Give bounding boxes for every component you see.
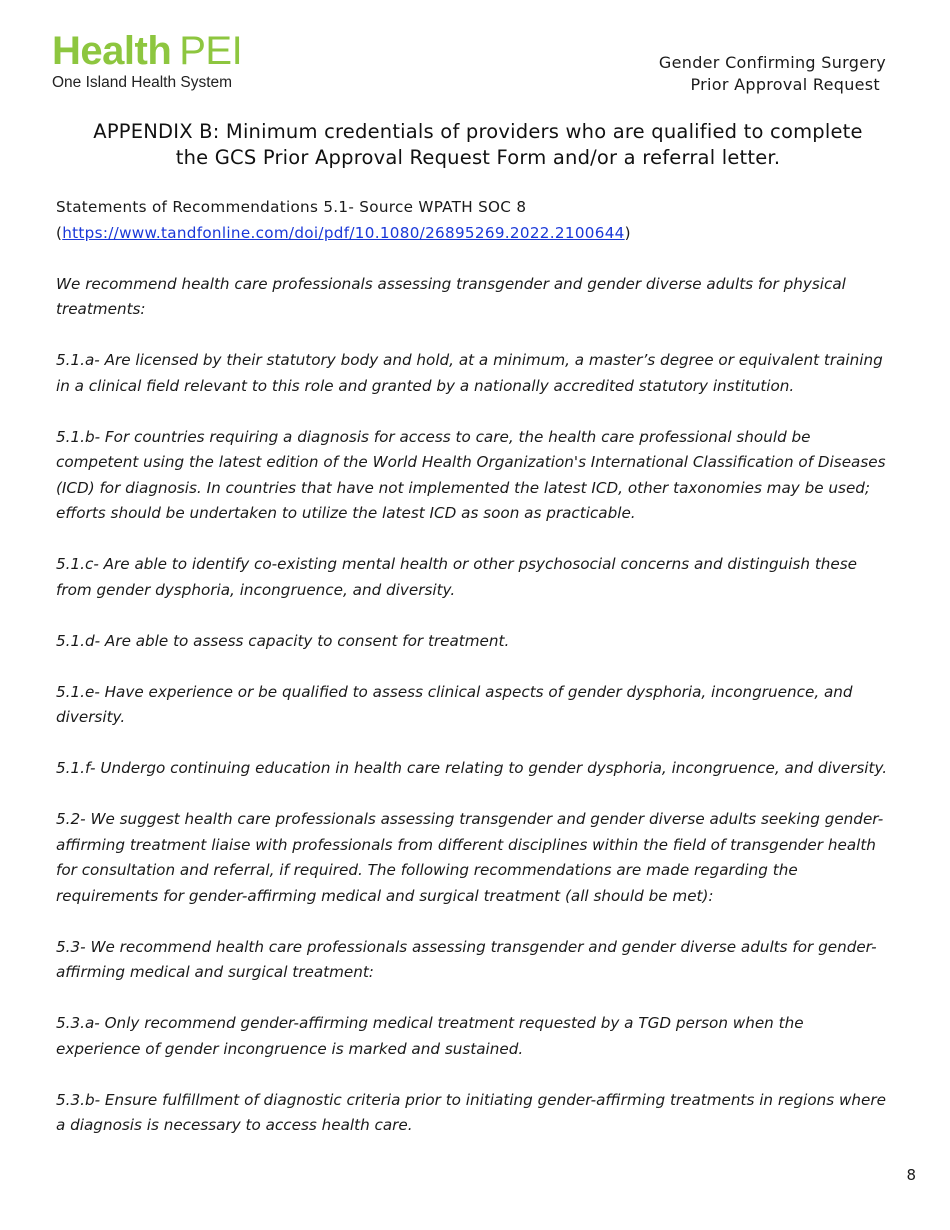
appendix-title-line-2: the GCS Prior Approval Request Form and/or a referral letter. — [175, 146, 781, 169]
source-statement — [56, 195, 891, 246]
logo-wordmark — [52, 30, 312, 72]
document-body — [56, 195, 891, 1139]
recommendation-5-2: 5.2- We suggest health care professionals assessing transgender and gender diverse adults seeking gender-affirming treatment liaise with professionals from different disciplines within the field of transgender health for consultation and referral, if required. The following recommendations are made regarding the requirements for gender-affirming medical and surgical treatment (all should be met): — [56, 810, 884, 905]
source-link-line — [56, 221, 891, 247]
appendix-title — [60, 119, 896, 171]
health-pei-logo — [52, 30, 312, 92]
recommendation-intro: We recommend health care professionals assessing transgender and gender diverse adults for physical treatments: — [56, 274, 846, 318]
recommendation-5-3-a: 5.3.a- Only recommend gender-affirming medical treatment requested by a TGD person when the experience of gender incongruence is marked and sustained. — [56, 1014, 804, 1058]
recommendation-5-1-f: 5.1.f- Undergo continuing education in health care relating to gender dysphoria, incongruence, and diversity. — [56, 759, 888, 777]
appendix-title-line-1: APPENDIX B: Minimum credentials of providers who are qualified to complete — [93, 120, 863, 143]
recommendation-5-3: 5.3- We recommend health care professionals assessing transgender and gender diverse adults for gender-affirming medical and surgical treatment: — [56, 937, 877, 981]
page-number: 8 — [906, 1166, 916, 1184]
logo-tagline: One Island Health System — [52, 74, 233, 91]
header-line-2: Prior Approval Request — [690, 75, 880, 94]
source-label: Statements of Recommendations 5.1- Source WPATH SOC 8 — [56, 198, 527, 216]
recommendation-5-3-b: 5.3.b- Ensure fulfillment of diagnostic criteria prior to initiating gender-affirming treatments in regions where a diagnosis is necessary to access health care. — [56, 1090, 886, 1134]
recommendation-5-1-b: 5.1.b- For countries requiring a diagnosis for access to care, the health care professional should be competent using the latest edition of the World Health Organization's International Classification of Diseases (ICD) for diagnosis. In countries that have not implemented the latest ICD, other taxonomies may be used; efforts should be undertaken to utilize the latest ICD as soon as practicable. — [56, 427, 886, 522]
recommendation-5-1-e: 5.1.e- Have experience or be qualified to assess clinical aspects of gender dysphoria, incongruence, and diversity. — [56, 682, 853, 726]
header-line-1: Gender Confirming Surgery — [658, 53, 886, 72]
recommendation-5-1-d: 5.1.d- Are able to assess capacity to consent for treatment. — [56, 631, 510, 650]
recommendation-5-1-a: 5.1.a- Are licensed by their statutory body and hold, at a minimum, a master’s degree or equivalent training in a clinical field relevant to this role and granted by a nationally accredited statutory institution. — [56, 351, 883, 395]
logo-brand-light: PEI — [179, 29, 243, 73]
recommendation-5-1-c: 5.1.c- Are able to identify co-existing mental health or other psychosocial concerns and distinguish these from gender dysphoria, incongruence, and diversity. — [56, 555, 858, 599]
logo-brand-bold: Health — [52, 29, 172, 73]
open-paren: ( — [56, 223, 63, 242]
wpath-source-link[interactable]: https://www.tandfonline.com/doi/pdf/10.1080/26895269.2022.2100644 — [62, 223, 625, 242]
document-header — [659, 52, 886, 96]
close-paren: ) — [624, 223, 631, 242]
